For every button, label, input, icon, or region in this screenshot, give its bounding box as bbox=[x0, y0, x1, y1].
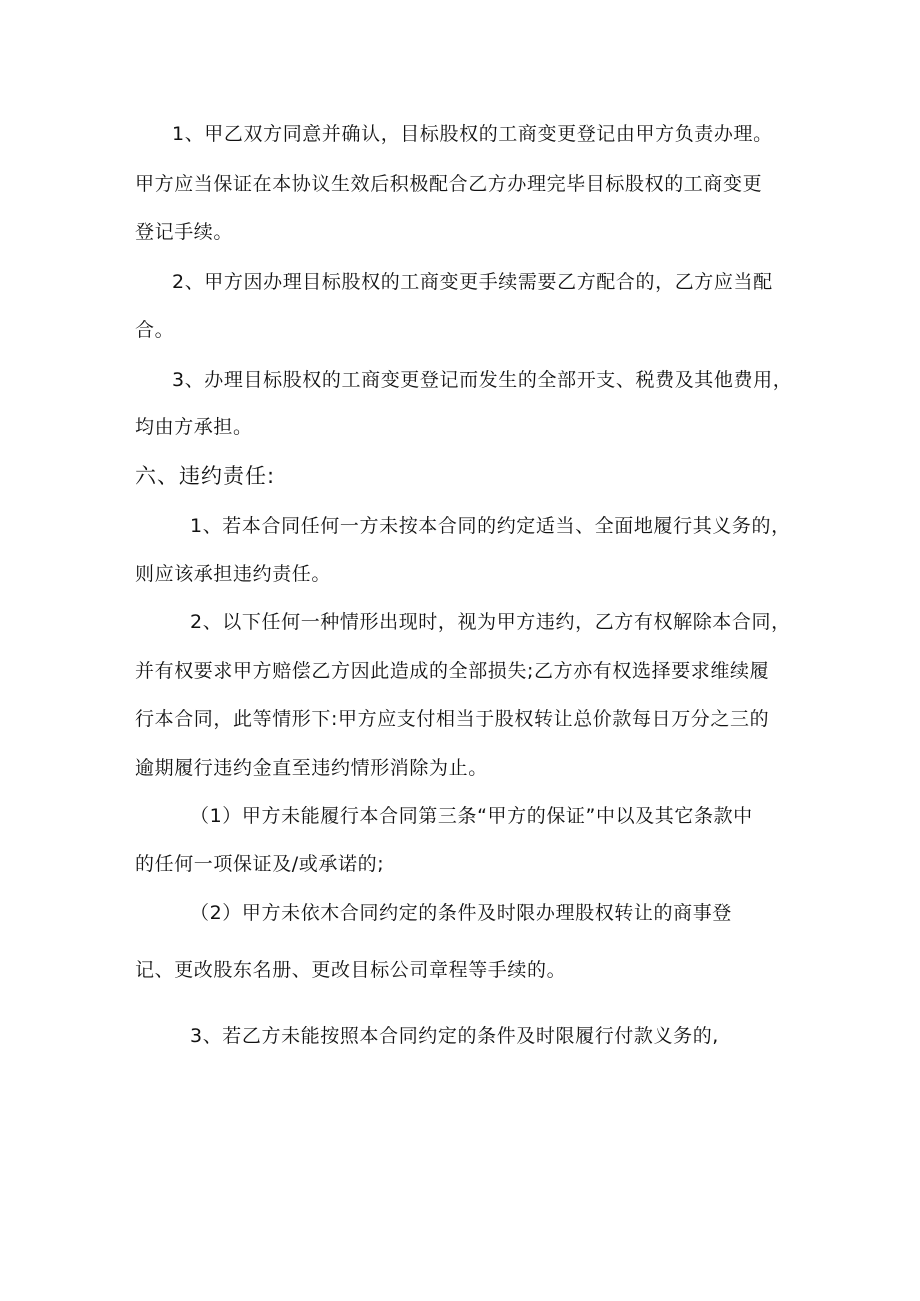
paragraph-6-2-line-3: 行本合同，此等情形下:甲方应支付相当于股权转让总价款每日万分之三的 bbox=[135, 708, 770, 730]
item-1-line-2: 的任何一项保证及/或承诺的; bbox=[135, 853, 385, 875]
paragraph-6-3-line-1: 3、若乙方未能按照本合同约定的条件及时限履行付款义务的, bbox=[190, 1025, 719, 1047]
paragraph-5-2-line-2: 合。 bbox=[135, 319, 175, 341]
paragraph-5-1-line-1: 1、甲乙双方同意并确认，目标股权的工商变更登记由甲方负责办理。 bbox=[172, 123, 773, 145]
item-2-line-2: 记、更改股东名册、更改目标公司章程等手续的。 bbox=[135, 959, 567, 981]
paragraph-5-3-line-1: 3、办理目标股权的工商变更登记而发生的全部开支、税费及其他费用， bbox=[172, 369, 793, 391]
paragraph-6-1-line-1: 1、若本合同任何一方未按本合同的约定适当、全面地履行其义务的， bbox=[190, 515, 791, 537]
paragraph-6-1-line-2: 则应该承担违约责任。 bbox=[135, 563, 332, 585]
paragraph-6-2-line-2: 并有权要求甲方赔偿乙方因此造成的全部损失;乙方亦有权选择要求维续履 bbox=[135, 660, 770, 682]
item-1-line-1: （1）甲方未能履行本合同第三条“甲方的保证”中以及其它条款中 bbox=[190, 805, 753, 827]
paragraph-5-2-line-1: 2、甲方因办理目标股权的工商变更手续需要乙方配合的，乙方应当配 bbox=[172, 271, 773, 293]
section-6-heading: 六、违约责任: bbox=[135, 464, 276, 488]
paragraph-6-2-line-1: 2、以下任何一种情形出现时，视为甲方违约，乙方有权解除本合同， bbox=[190, 611, 791, 633]
paragraph-6-2-line-4: 逾期履行违约金直至违约情形消除为止。 bbox=[135, 757, 488, 779]
paragraph-5-1-line-2: 甲方应当保证在本协议生效后积极配合乙方办理完毕目标股权的工商变更 bbox=[135, 173, 763, 195]
paragraph-5-1-line-3: 登记手续。 bbox=[135, 221, 234, 243]
paragraph-5-3-line-2: 均由方承担。 bbox=[135, 416, 253, 438]
item-2-line-1: （2）甲方未依木合同约定的条件及时限办理股权转让的商事登 bbox=[190, 902, 732, 924]
